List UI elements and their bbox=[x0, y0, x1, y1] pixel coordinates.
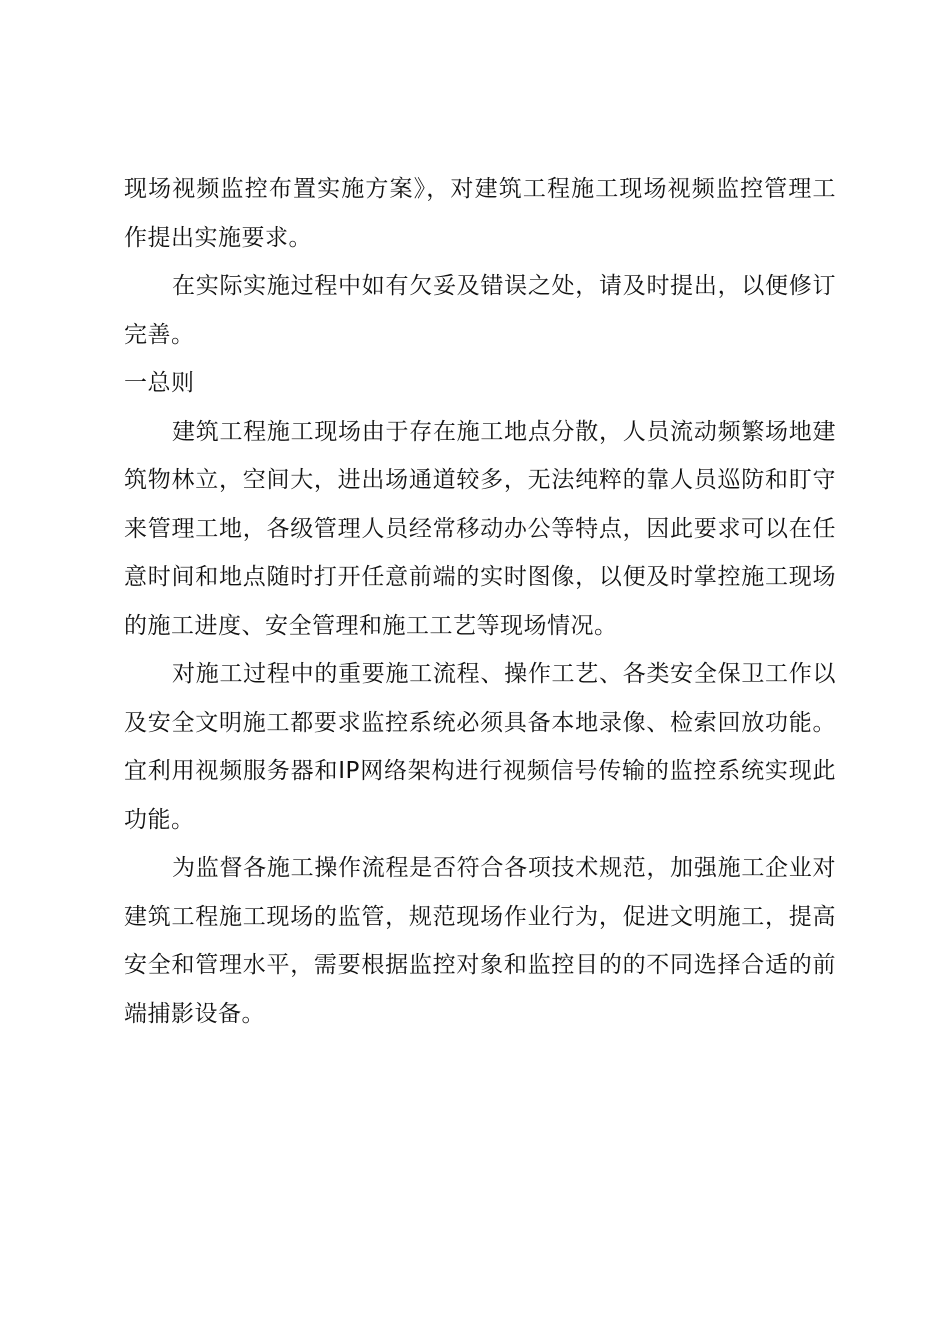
section-paragraph-1: 建筑工程施工现场由于存在施工地点分散，人员流动频繁场地建筑物林立，空间大，进出场通道较多，无法纯粹的靠人员巡防和盯守来管理工地，各级管理人员经常移动办公等特点，因此要求可以在任意时间和地点随时打开任意前端的实时图像，以便及时掌控施工现场的施工进度、安全管理和施工工艺等现场情况。 bbox=[124, 418, 836, 639]
intro-note-paragraph: 在实际实施过程中如有欠妥及错误之处，请及时提出，以便修订完善。 bbox=[124, 273, 836, 348]
intro-continuation-paragraph: 现场视频监控布置实施方案》，对建筑工程施工现场视频监控管理工作提出实施要求。 bbox=[124, 176, 836, 251]
document-body bbox=[124, 165, 836, 1038]
section-paragraph-3: 为监督各施工操作流程是否符合各项技术规范，加强施工企业对建筑工程施工现场的监管，规范现场作业行为，促进文明施工，提高安全和管理水平，需要根据监控对象和监控目的的不同选择合适的前端捕影设备。 bbox=[124, 855, 836, 1027]
section-paragraph-2: 对施工过程中的重要施工流程、操作工艺、各类安全保卫工作以及安全文明施工都要求监控系统必须具备本地录像、检索回放功能。宜利用视频服务器和IP网络架构进行视频信号传输的监控系统实现此功能。 bbox=[124, 661, 836, 833]
section-heading-general: 一总则 bbox=[124, 370, 195, 396]
